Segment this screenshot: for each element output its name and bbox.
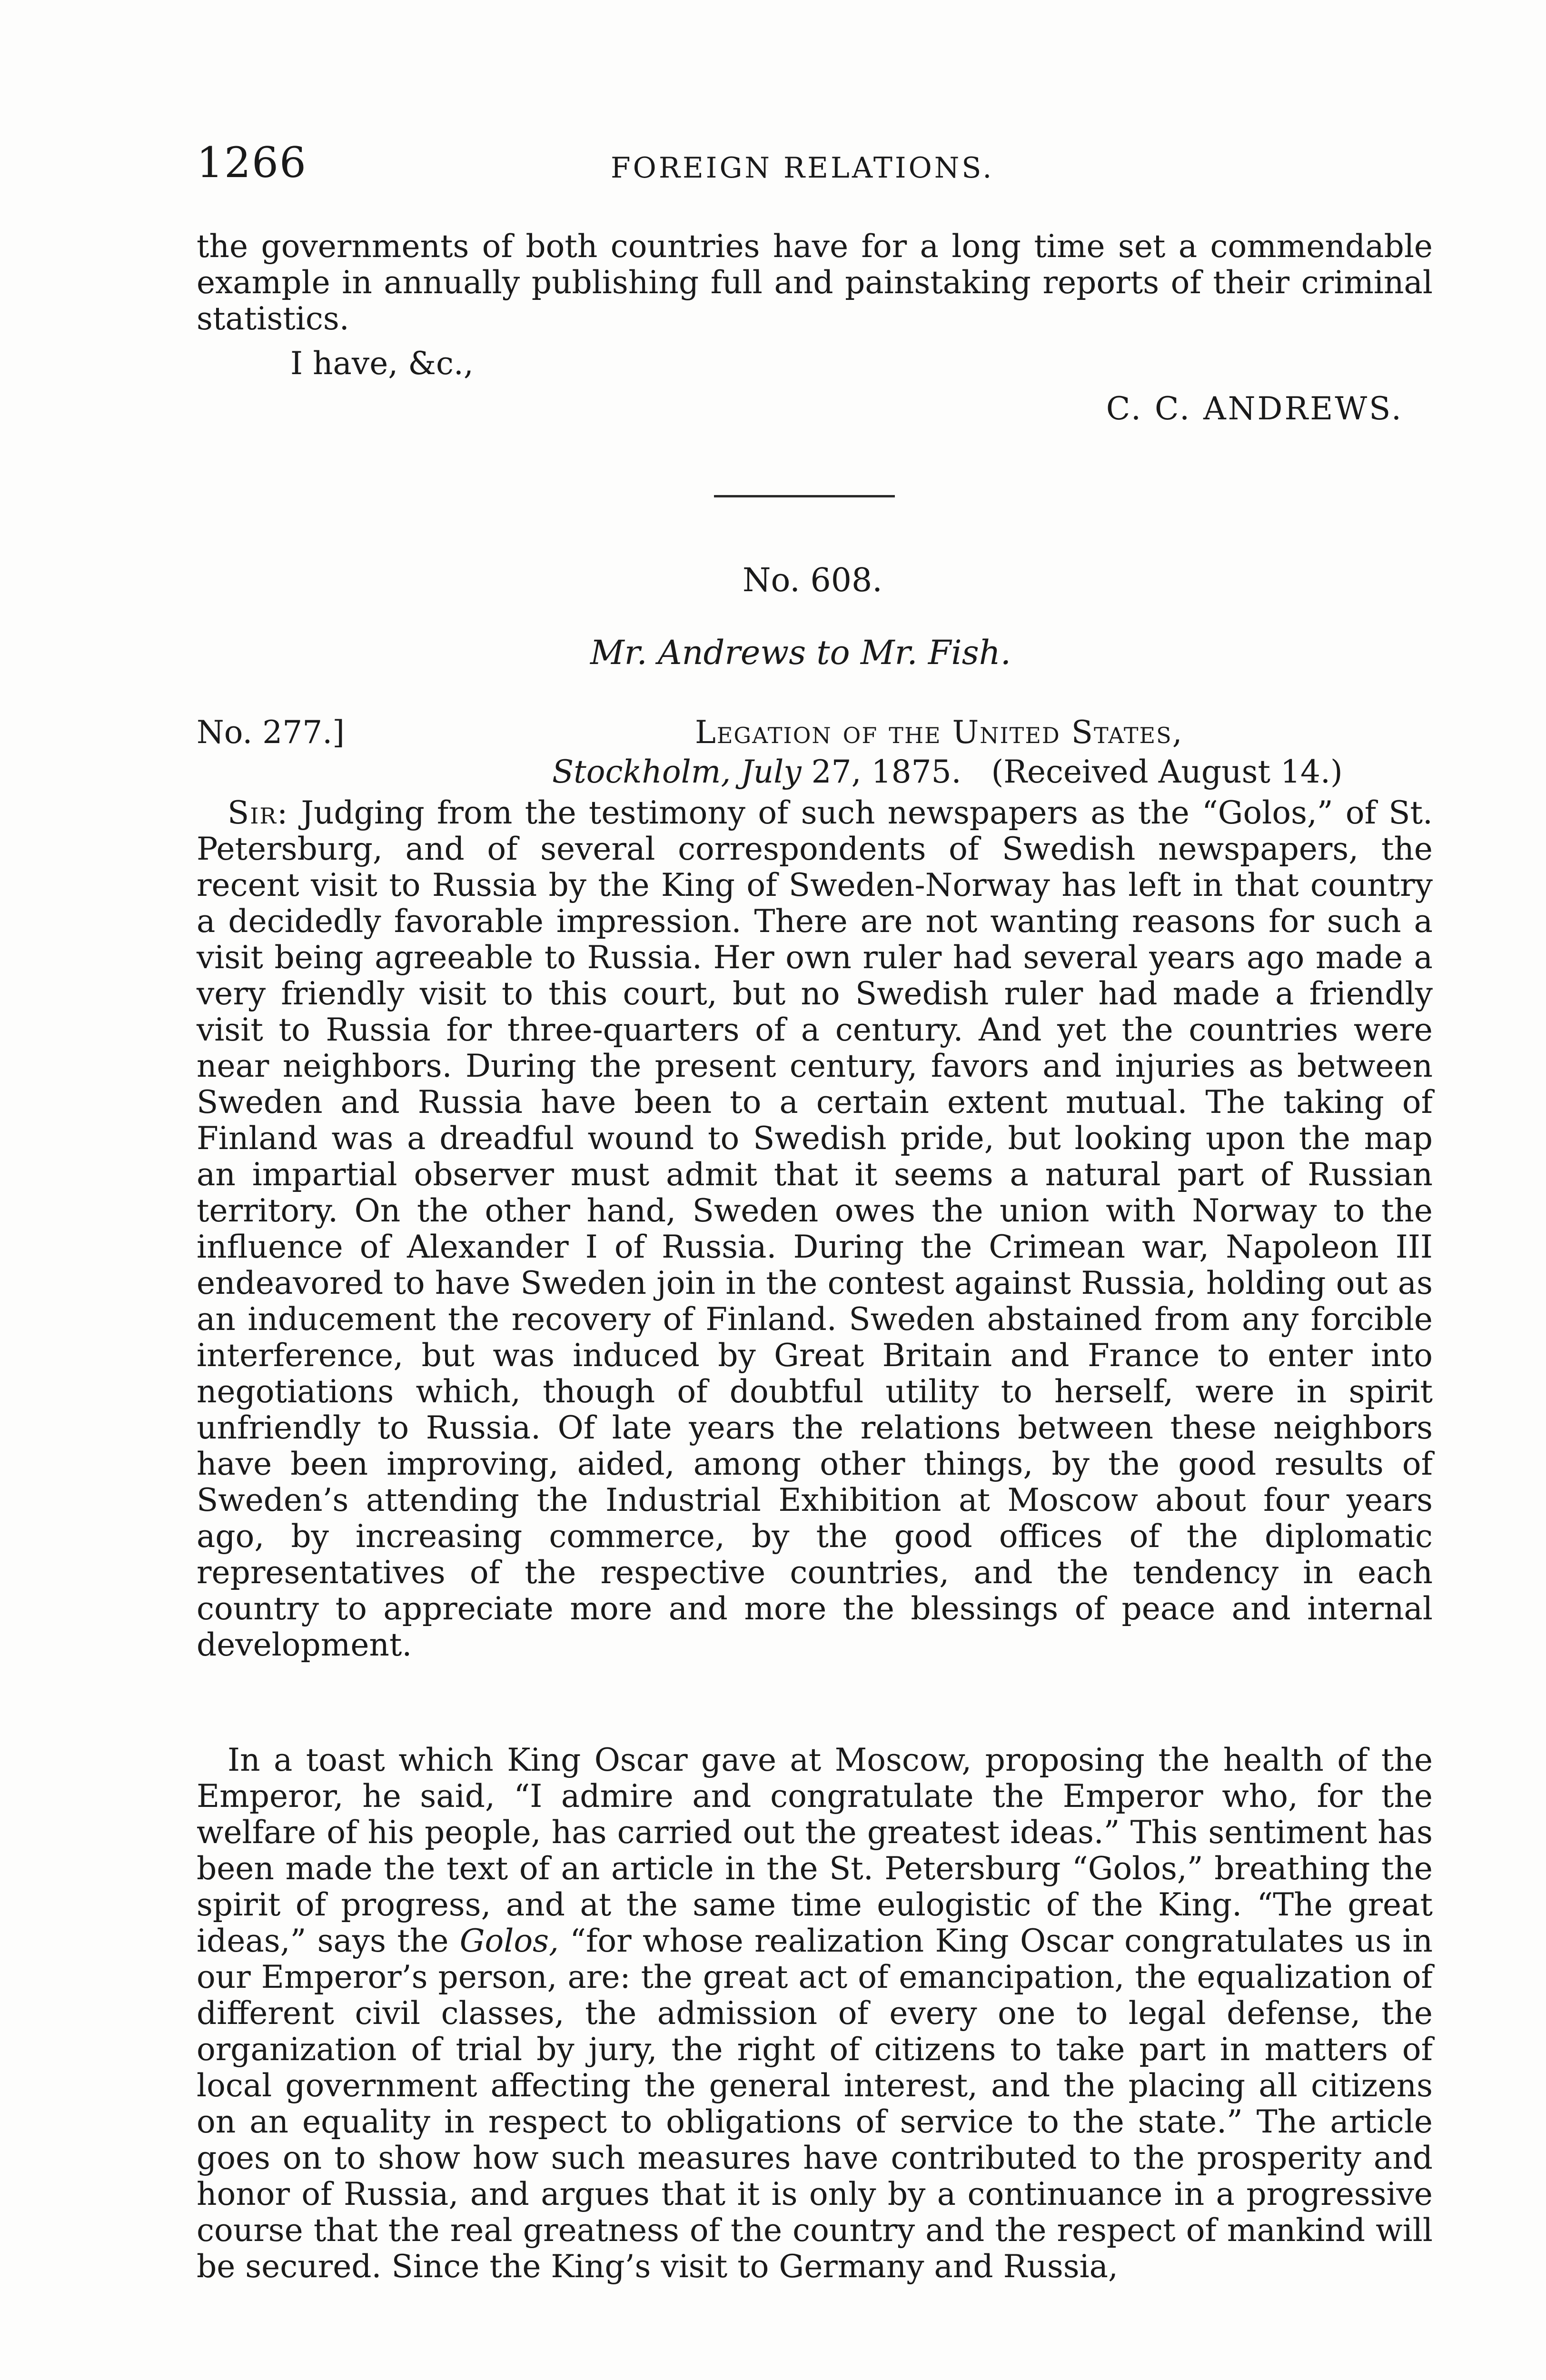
previous-letter-continuation: the governments of both countries have for a long time set a commendable example in annually publishing full and painstaking reports of their criminal statistics. [197,228,1433,337]
letter-title: Mr. Andrews to Mr. Fish. [590,633,1011,672]
body-paragraph-2 [197,1742,1433,2285]
running-head: FOREIGN RELATIONS. [611,151,994,185]
date: 27, 1875. [811,754,961,790]
signature: C. C. ANDREWS. [1106,390,1403,427]
page-number: 1266 [197,138,307,187]
place: Stockholm, July [552,754,802,790]
place-and-date [552,754,1343,790]
paragraph-2-text-a: In a toast which King Oscar gave at Moscow, proposing the health of the Emperor, he said, “I admire and congratulate the Emperor who, for the welfare of his people, has carried out the greatest ideas.” This sentiment has been made the text of an article in the St. Petersburg “Golos,” breathing the spirit of progress, and at the same time eulogistic of the King. “The great ideas,” says the [197,1742,1433,1959]
legation-heading: Legation of the United States, [695,714,1183,751]
section-divider [714,495,895,497]
document-number: No. 608. [743,562,882,599]
despatch-number: No. 277.] [197,714,345,751]
paragraph-2-text-b: “for whose realization King Oscar congratulates us in our Emperor’s person, are: the great act of emancipation, the equalization of different civil classes, the admission of every one to legal defense, the organization of trial by jury, the right of citizens to take part in matters of local government affecting the general interest, and the placing all citizens on an equality in respect to obligations of service to the state.” The article goes on to show how such measures have contributed to the prosperity and honor of Russia, and argues that it is only by a continuance in a progressive course that the real greatness of the country and the respect of mankind will be secured. Since the King’s visit to Germany and Russia, [197,1923,1433,2285]
salutation: Sir: [228,794,289,831]
golos-italic: Golos, [459,1923,559,1959]
received-note: (Received August 14.) [991,754,1343,790]
letter-closing: I have, &c., [290,345,474,382]
body-paragraph-1 [197,795,1433,1663]
paragraph-1-text: Judging from the testimony of such newspapers as the “Golos,” of St. Petersburg, and of several correspondents of Swedish newspapers, the recent visit to Russia by the King of Sweden-Norway has left in that country a decidedly favorable impression. There are not wanting reasons for such a visit being agreeable to Russia. Her own ruler had several years ago made a very friendly visit to this court, but no Swedish ruler had made a friendly visit to Russia for three-quarters of a century. And yet the countries were near neighbors. During the present century, favors and injuries as between Sweden and Russia have been to a certain extent mutual. The taking of Finland was a dreadful wound to Swedish pride, but looking upon the map an impartial observer must admit that it seems a natural part of Russian territory. On the other hand, Sweden owes the union with Norway to the influence of Alexander I of Russia. During the Crimean war, Napoleon III endeavored to have Sweden join in the contest against Russia, holding out as an inducement the recovery of Finland. Sweden abstained from any forcible interference, but was induced by Great Britain and France to enter into negotiations which, though of doubtful utility to herself, were in spirit unfriendly to Russia. Of late years the relations between these neighbors have been improving, aided, among other things, by the good results of Sweden’s attending the Industrial Exhibition at Moscow about four years ago, by increasing commerce, by the good offices of the diplomatic representatives of the respective countries, and the tendency in each country to appreciate more and more the blessings of peace and internal development. [197,794,1433,1663]
page-header [197,138,1434,195]
